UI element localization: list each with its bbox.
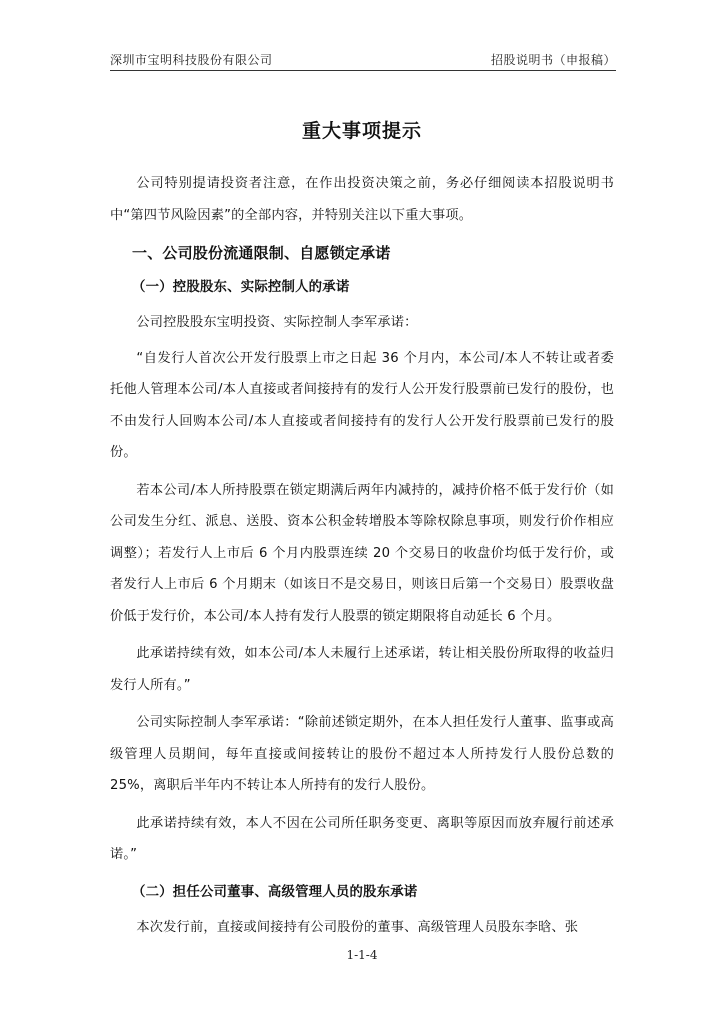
paragraph: 公司实际控制人李军承诺：“除前述锁定期外，在本人担任发行人董事、监事或高级管理人员期间，每年直接或间接转让的股份不超过本人所持发行人股份总数的 25%，离职后半年内不转让本人所持有的发行人股份。 — [110, 715, 614, 793]
paragraph: 此承诺持续有效，如本公司/本人未履行上述承诺，转让相关股份所取得的收益归发行人所有。” — [110, 646, 614, 693]
document-body — [110, 168, 614, 949]
page-number: 1-1-4 — [346, 948, 378, 962]
paragraph: 本次发行前，直接或间接持有公司股份的董事、高级管理人员股东李晗、张 — [136, 919, 579, 935]
page-header — [110, 50, 616, 68]
header-doc-type: 招股说明书（申报稿） — [490, 53, 616, 67]
page-title: 重大事项提示 — [301, 120, 422, 142]
header-rule — [110, 70, 616, 71]
subsection-heading: （二）担任公司董事、高级管理人员的股东承诺 — [132, 884, 418, 900]
section-heading: 一、公司股份流通限制、自愿锁定承诺 — [132, 244, 391, 262]
header-company: 深圳市宝明科技股份有限公司 — [110, 53, 273, 67]
paragraph: 公司控股股东宝明投资、实际控制人李军承诺： — [136, 315, 418, 330]
paragraph: “自发行人首次公开发行股票上市之日起 36 个月内，本公司/本人不转让或者委托他人管理本公司/本人直接或者间接持有的发行人公开发行股票前已发行的股份，也不由发行人回购本公司/本人直接或者间接持有的发行人公开发行股票前已发行的股份。 — [110, 350, 614, 460]
subsection-heading: （一）控股股东、实际控制人的承诺 — [132, 280, 350, 295]
intro-paragraph: 公司特别提请投资者注意，在作出投资决策之前，务必仔细阅读本招股说明书中“第四节风险因素”的全部内容，并特别关注以下重大事项。 — [110, 176, 614, 223]
paragraph: 此承诺持续有效，本人不因在公司所任职务变更、离职等原因而放弃履行前述承诺。” — [110, 815, 614, 862]
paragraph: 若本公司/本人所持股票在锁定期满后两年内减持的，减持价格不低于发行价（如公司发生分红、派息、送股、资本公积金转增股本等除权除息事项，则发行价作相应调整）；若发行人上市后 6 个月内股票连续 20 个交易日的收盘价均低于发行价，或者发行人上市后 6 个月期末（如该日不是交易日，则该日后第一个交易日）股票收盘价低于发行价，本公司/本人持有发行人股票的锁定期限将自动延长 6 个月。 — [110, 482, 614, 624]
